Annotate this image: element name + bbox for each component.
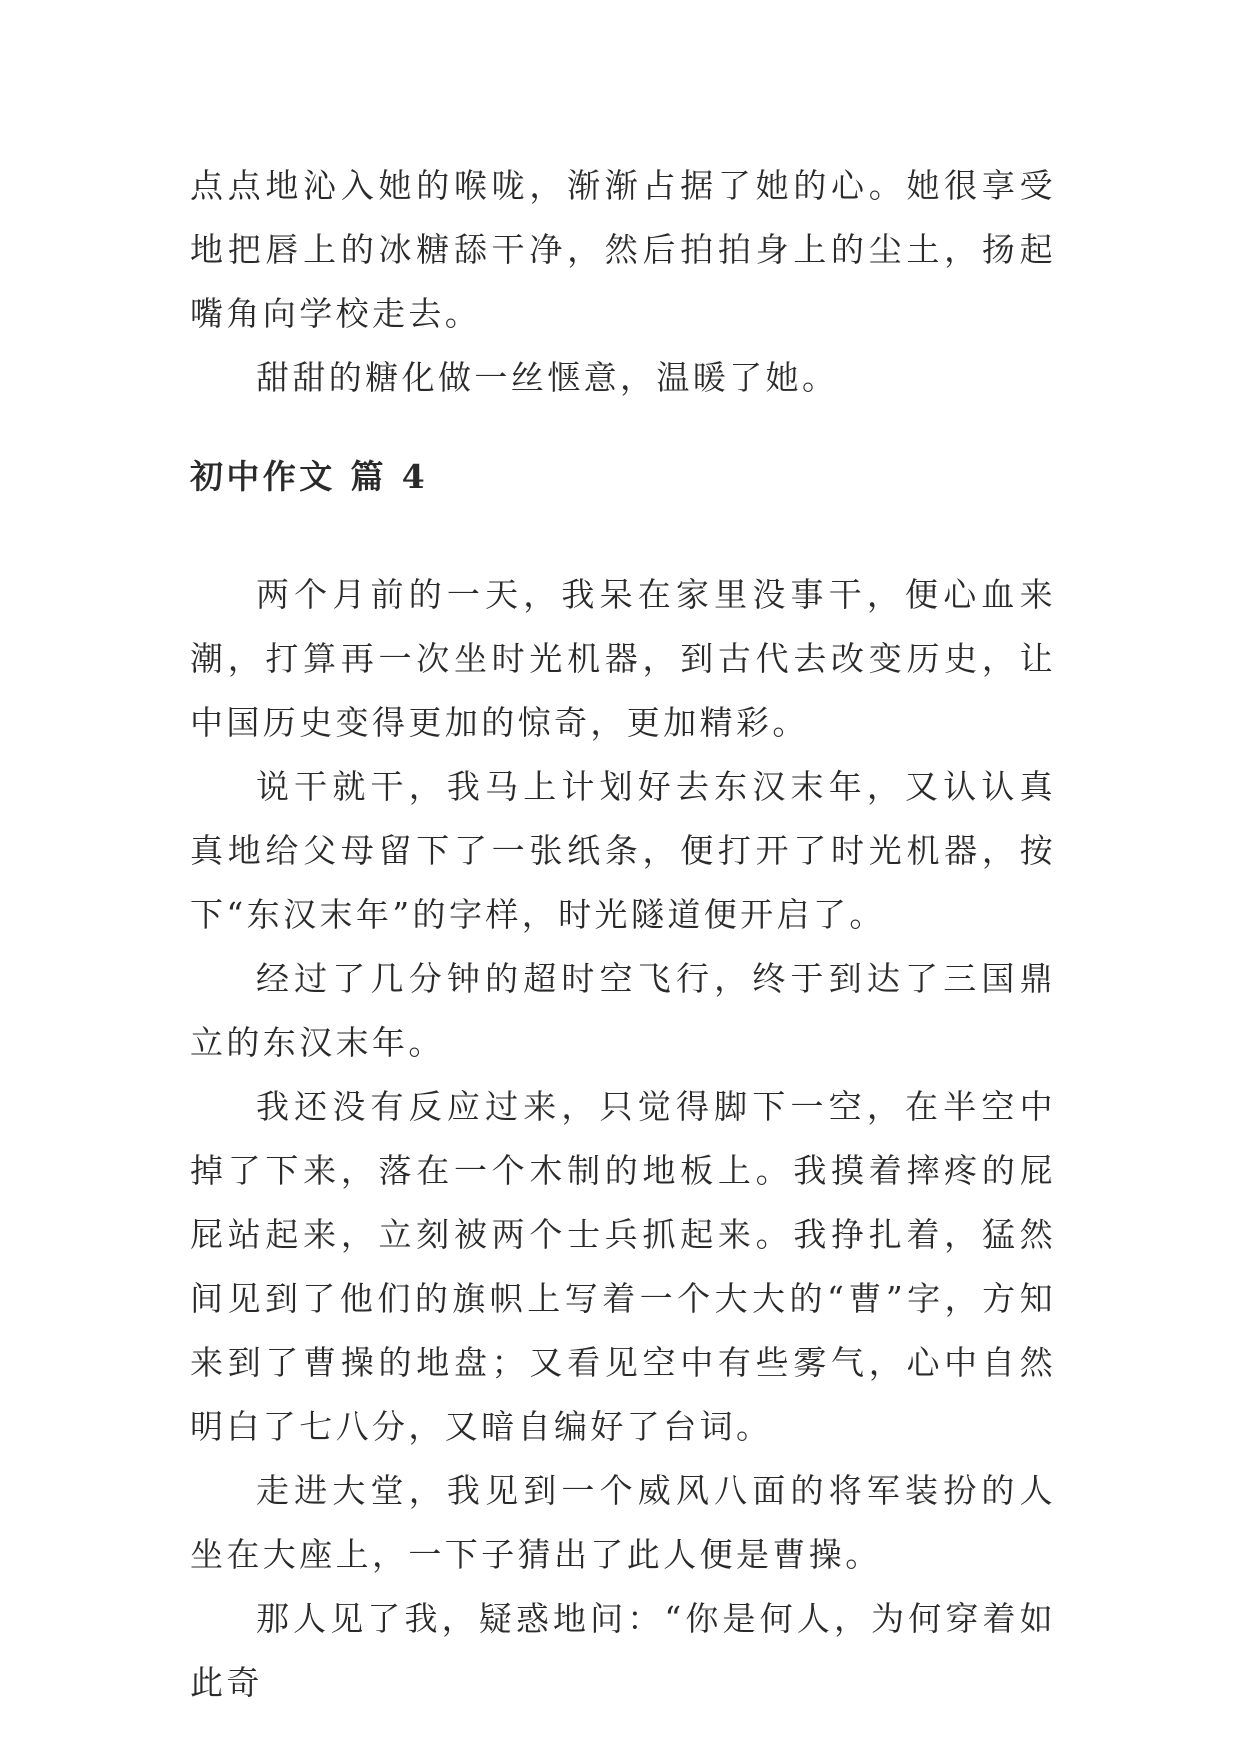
paragraph: 两个月前的一天，我呆在家里没事干，便心血来潮，打算再一次坐时光机器，到古代去改变历史，让中国历史变得更加的惊奇，更加精彩。 (190, 575, 1056, 742)
paragraph: 甜甜的糖化做一丝惬意，温暖了她。 (256, 358, 839, 397)
continued-paragraph: 点点地沁入她的喉咙，渐渐占据了她的心。她很享受地把唇上的冰糖舔干净，然后拍拍身上的尘土，扬起嘴角向学校走去。 (190, 166, 1056, 333)
paragraph: 我还没有反应过来，只觉得脚下一空，在半空中掉了下来，落在一个木制的地板上。我摸着摔疼的屁屁站起来，立刻被两个士兵抓起来。我挣扎着，猛然间见到了他们的旗帜上写着一个大大的“曹”字，方知来到了曹操的地盘；又看见空中有些雾气，心中自然明白了七八分，又暗自编好了台词。 (190, 1087, 1056, 1446)
paragraph: 走进大堂，我见到一个威风八面的将军装扮的人坐在大座上，一下子猜出了此人便是曹操。 (190, 1471, 1056, 1574)
section-heading: 初中作文 篇 4 (190, 457, 429, 496)
paragraph: 经过了几分钟的超时空飞行，终于到达了三国鼎立的东汉末年。 (190, 959, 1056, 1062)
essay-body (190, 563, 1056, 1715)
paragraph: 那人见了我，疑惑地问：“你是何人，为何穿着如此奇 (190, 1599, 1056, 1702)
continued-text-block (190, 154, 1056, 410)
paragraph: 说干就干，我马上计划好去东汉末年，又认认真真地给父母留下了一张纸条，便打开了时光机器，按下“东汉末年”的字样，时光隧道便开启了。 (190, 767, 1056, 934)
